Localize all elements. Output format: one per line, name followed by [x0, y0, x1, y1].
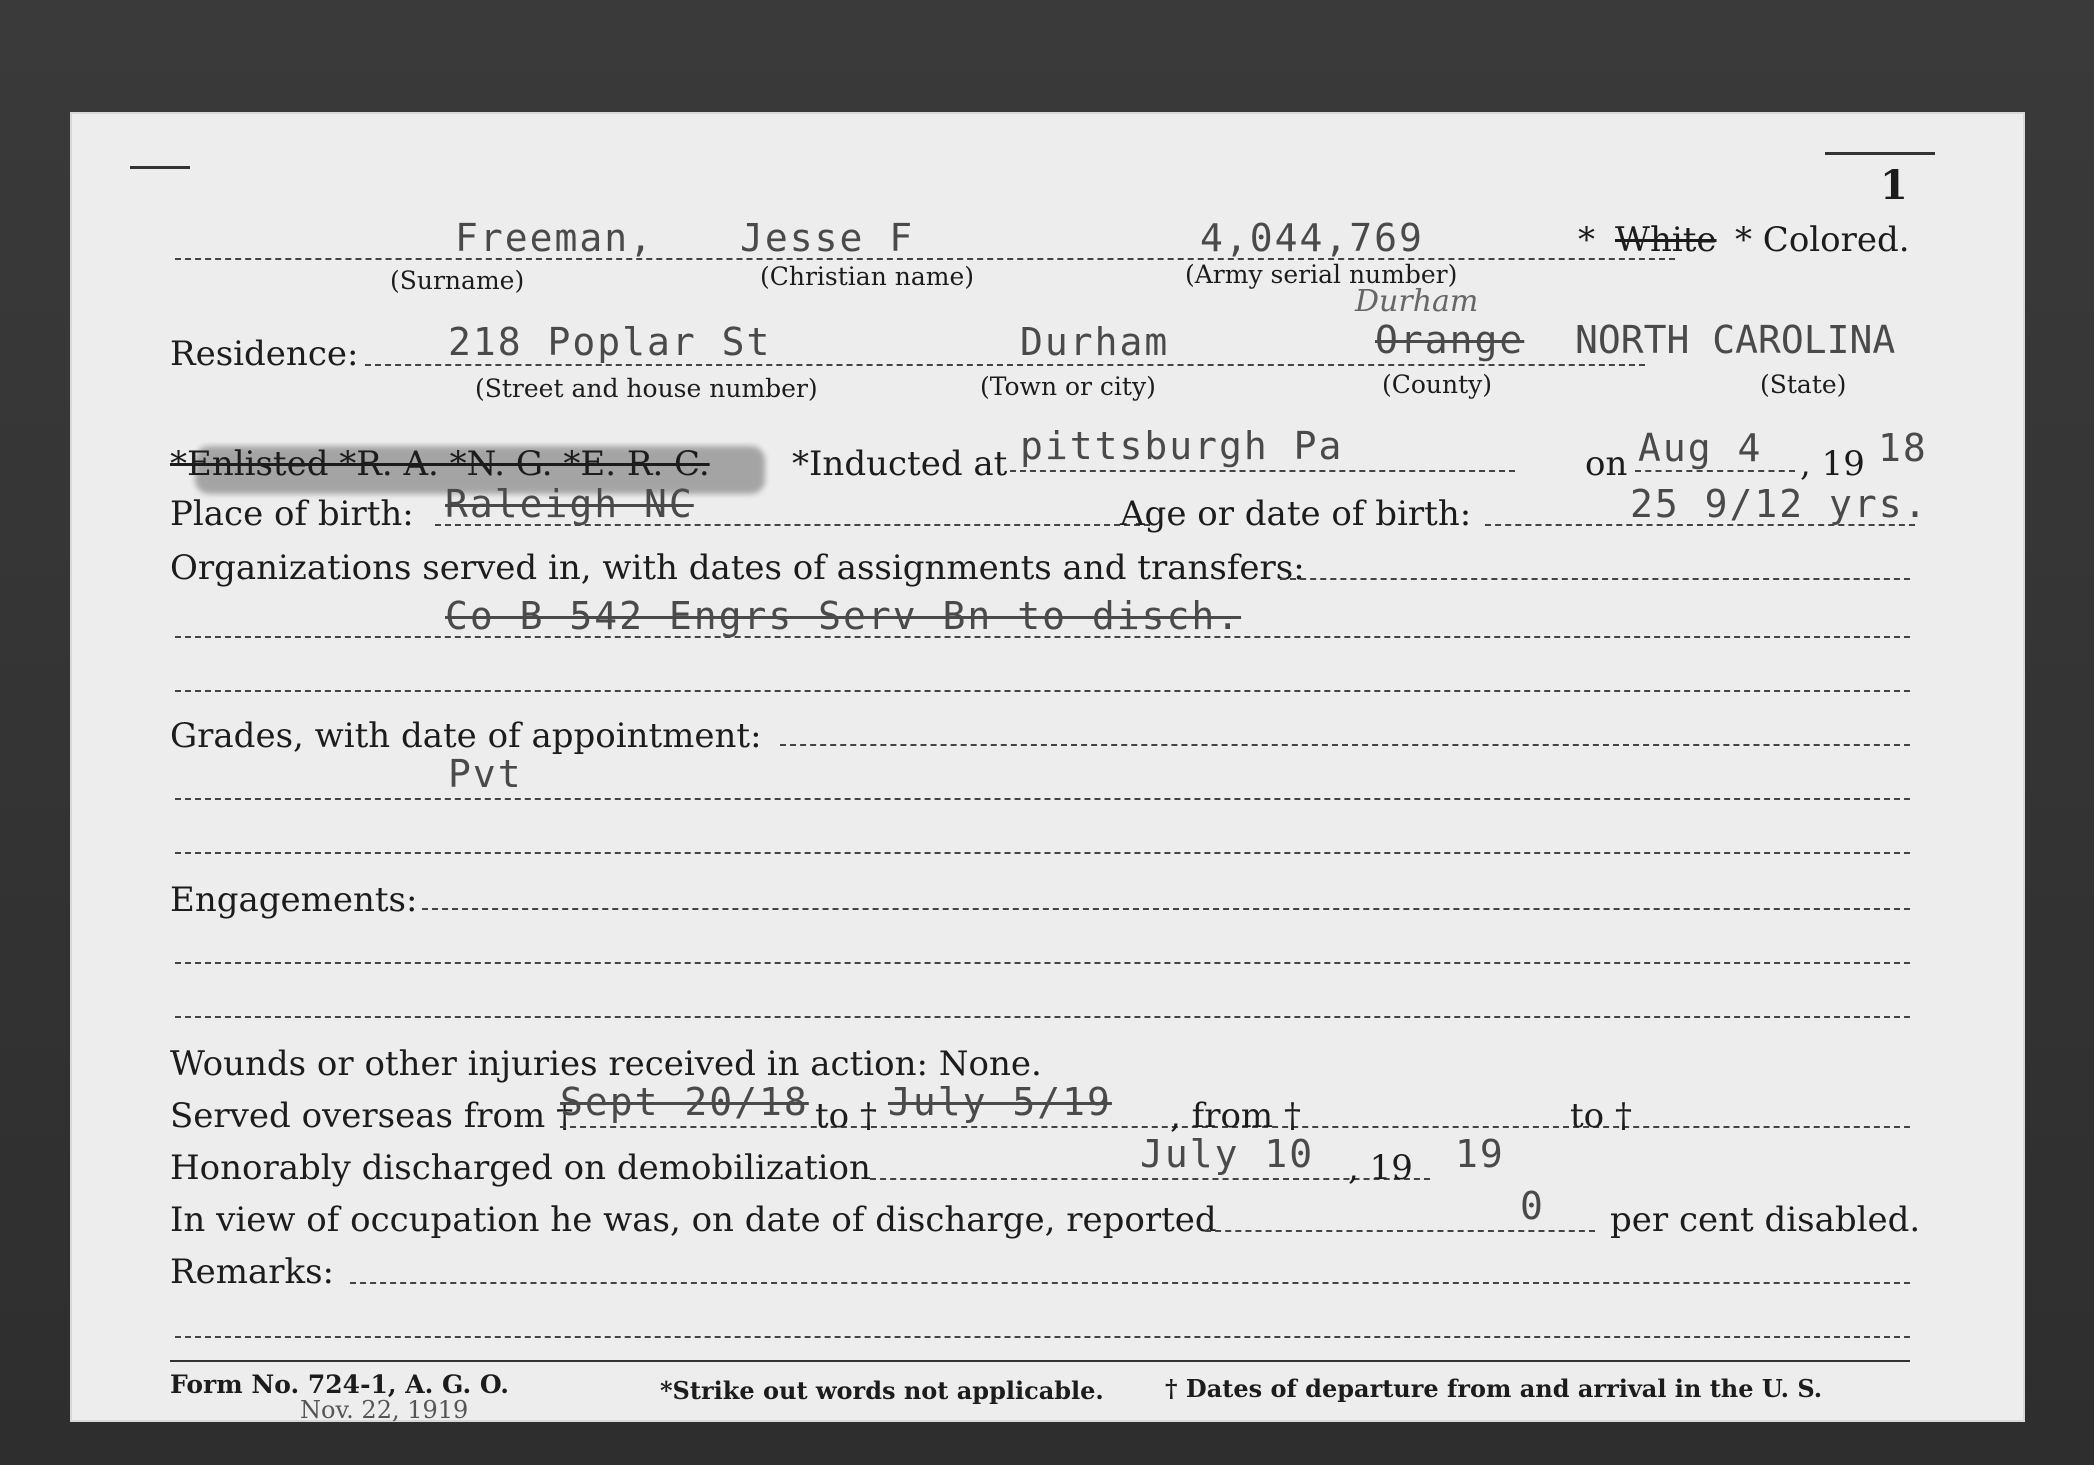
- discharged-label: Honorably discharged on demobilization: [170, 1148, 871, 1188]
- grades-line-2: [175, 798, 1910, 800]
- residence-line: [365, 364, 1645, 366]
- inducted-year-value: 18: [1878, 426, 1928, 470]
- top-left-rule: [130, 166, 190, 169]
- organizations-value: Co B 542 Engrs Serv Bn to disch.: [445, 594, 1242, 638]
- overseas-from-value: Sept 20/18: [560, 1080, 809, 1124]
- wounds-label: Wounds or other injuries received in action: None.: [170, 1044, 1042, 1084]
- remarks-line-2: [175, 1336, 1910, 1338]
- town-caption: (Town or city): [980, 372, 1156, 401]
- surname-value: Freeman,: [455, 216, 655, 260]
- overseas-to2-label: to †: [1570, 1096, 1632, 1136]
- organizations-line-3: [175, 690, 1910, 692]
- occupation-label: In view of occupation he was, on date of discharge, reported: [170, 1200, 1217, 1240]
- remarks-label: Remarks:: [170, 1252, 334, 1292]
- page-number: 1: [1880, 162, 1908, 209]
- race-colored: * Colored.: [1735, 220, 1910, 260]
- overseas-to-label: to †: [815, 1096, 877, 1136]
- residence-label: Residence:: [170, 334, 359, 374]
- race-star: *: [1578, 220, 1595, 260]
- footer-dates-note: † Dates of departure from and arrival in the U. S.: [1165, 1374, 1823, 1403]
- county-original-value: Orange: [1375, 318, 1525, 362]
- engagements-line-3: [175, 1016, 1910, 1018]
- service-record-card: [70, 112, 2025, 1422]
- discharged-line: [870, 1178, 1430, 1180]
- grades-line-3: [175, 852, 1910, 854]
- age-value: 25 9/12 yrs.: [1630, 482, 1929, 526]
- overseas-label: Served overseas from †: [170, 1096, 574, 1136]
- overseas-to-value: July 5/19: [888, 1080, 1112, 1124]
- inducted-date-value: Aug 4: [1638, 426, 1763, 470]
- street-value: 218 Poplar St: [448, 320, 772, 364]
- on-label: on: [1585, 444, 1628, 484]
- street-caption: (Street and house number): [475, 374, 818, 403]
- enlisted-label: *Enlisted *R. A. *N. G. *E. R. C.: [170, 444, 710, 484]
- birth-place-value: Raleigh NC: [445, 482, 694, 526]
- grades-label: Grades, with date of appointment:: [170, 716, 762, 756]
- grades-line-1: [780, 744, 1910, 746]
- age-label: Age or date of birth:: [1120, 494, 1472, 534]
- footer-strike-note: *Strike out words not applicable.: [660, 1376, 1104, 1405]
- footer-rule: [170, 1360, 1910, 1362]
- engagements-line-2: [175, 962, 1910, 964]
- disabled-value: 0: [1520, 1184, 1545, 1228]
- engagements-line-1: [422, 908, 1910, 910]
- discharge-year-value: 19: [1455, 1132, 1505, 1176]
- birth-place-label: Place of birth:: [170, 494, 414, 534]
- disabled-label: per cent disabled.: [1610, 1200, 1921, 1240]
- serial-number-value: 4,044,769: [1200, 216, 1424, 260]
- top-right-rule: [1825, 152, 1935, 155]
- footer-form-date: Nov. 22, 1919: [300, 1396, 469, 1424]
- inducted-date-line: [1635, 470, 1795, 472]
- christian-name-value: Jesse F: [740, 216, 915, 260]
- serial-caption: (Army serial number): [1185, 260, 1458, 289]
- county-handwritten-value: Durham: [1355, 284, 1479, 319]
- grades-value: Pvt: [448, 752, 523, 796]
- county-caption: (County): [1382, 370, 1493, 399]
- inducted-label: *Inducted at: [792, 444, 1008, 484]
- christian-caption: (Christian name): [760, 262, 975, 291]
- footer-form-number: Form No. 724-1, A. G. O.: [170, 1370, 509, 1399]
- state-caption: (State): [1760, 370, 1847, 399]
- organizations-label: Organizations served in, with dates of assignments and transfers:: [170, 548, 1305, 588]
- state-value: NORTH CAROLINA: [1575, 318, 1896, 362]
- engagements-label: Engagements:: [170, 880, 418, 920]
- town-value: Durham: [1020, 320, 1170, 364]
- discharge-date-value: July 10: [1140, 1132, 1315, 1176]
- race-white: White: [1615, 220, 1717, 260]
- surname-caption: (Surname): [390, 266, 525, 295]
- inducted-year-prefix: , 19: [1800, 444, 1865, 484]
- disabled-line: [1205, 1230, 1595, 1232]
- overseas-from2-label: , from †: [1170, 1096, 1301, 1136]
- organizations-line-1: [1280, 578, 1910, 580]
- remarks-line-1: [350, 1282, 1910, 1284]
- inducted-place-line: [1010, 470, 1515, 472]
- inducted-place-value: pittsburgh Pa: [1020, 424, 1344, 468]
- discharge-year-prefix: , 19: [1348, 1148, 1413, 1188]
